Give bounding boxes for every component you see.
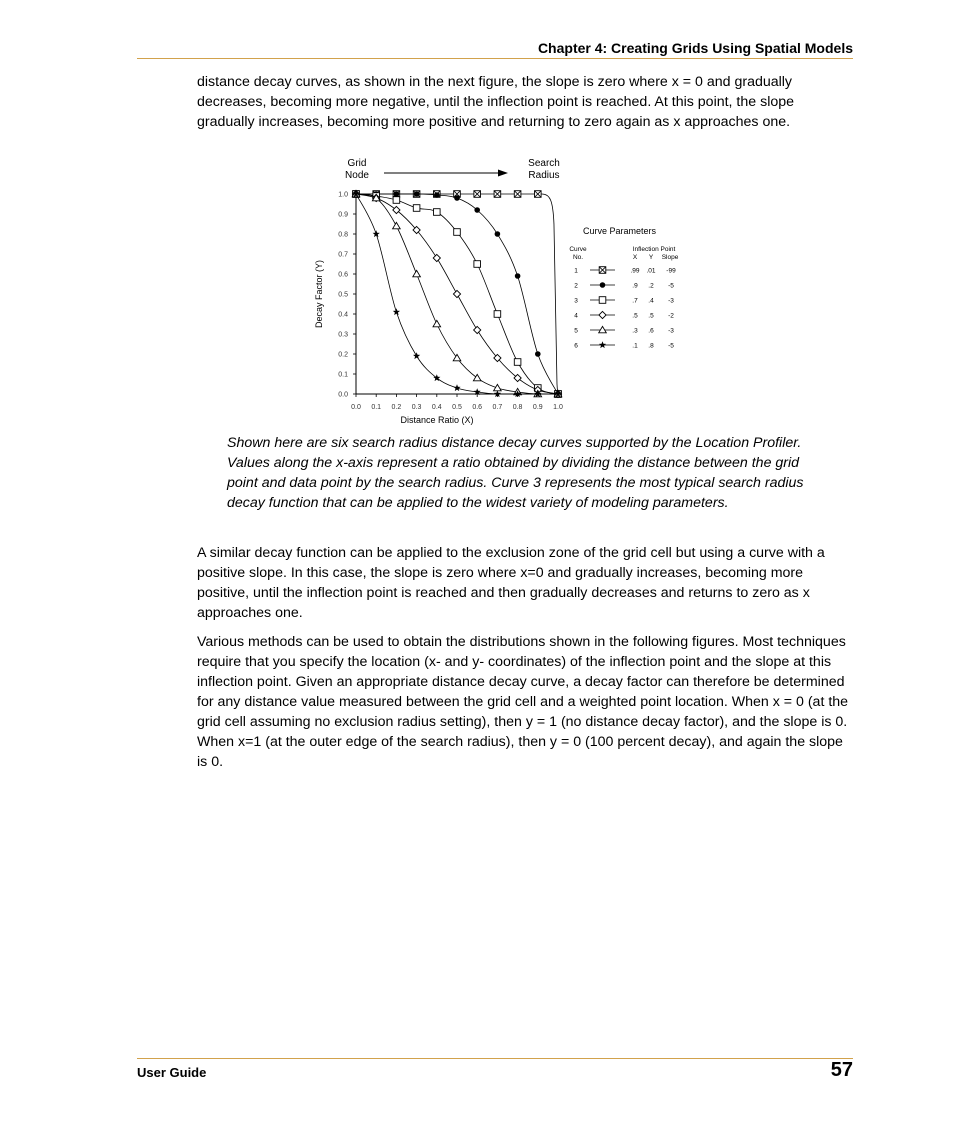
y-tick-label: 0.8: [338, 231, 348, 239]
curve-5-point: [393, 222, 401, 228]
x-tick-label: 0.8: [512, 404, 523, 411]
legend-row-no: 4: [574, 312, 578, 320]
y-tick-label: 0.2: [338, 351, 348, 359]
legend-row-marker: [599, 297, 606, 304]
legend-header-slope: Slope: [661, 254, 679, 261]
curve-5-point: [433, 320, 441, 326]
page-footer: [137, 1058, 853, 1081]
legend-row-no: 6: [574, 342, 578, 350]
x-tick-label: 0.0: [351, 404, 361, 411]
curve-1-point: [514, 191, 521, 198]
legend-row-slope: -5: [668, 342, 674, 350]
x-tick-label: 0.3: [411, 404, 422, 411]
page-header: [137, 38, 853, 59]
curve-3-point: [393, 197, 400, 204]
figure-caption: Shown here are six search radius distance decay curves supported by the Location Profiler. Values along the x-axis represent a ratio obtained by dividing the distance between the grid point and data point by the search radius. Curve 3 represents the most typical search radius decay function that can be applied to the widest variety of modeling parameters.: [227, 435, 804, 511]
chapter-title: Chapter 4: Creating Grids Using Spatial Models: [537, 40, 853, 56]
curve-5-point: [473, 374, 481, 380]
x-tick-label: 0.1: [371, 404, 382, 411]
legend-row-slope: -3: [668, 297, 674, 305]
curve-1-point: [494, 191, 501, 198]
legend-row-x: .5: [632, 312, 638, 320]
curve-3-point: [474, 261, 481, 268]
legend-row-marker: [599, 341, 606, 348]
paragraph-intro: distance decay curves, as shown in the next figure, the slope is zero where x = 0 and gradually decreases, becoming more negative, until the inflection point is reached. At this point, the slope gradually increases, becoming more positive and returning to zero again as x approaches one.: [197, 74, 795, 130]
curve-2-point: [535, 351, 541, 357]
legend-row-slope: -5: [668, 282, 674, 290]
legend-row-marker: [599, 267, 606, 274]
legend-header-y: Y: [648, 254, 654, 261]
curve-5-point: [494, 384, 502, 390]
curve-2-point: [474, 207, 480, 213]
legend-header-curve-2: No.: [572, 254, 584, 261]
curve-2-point: [434, 192, 440, 198]
grid-node-label-2: Node: [345, 170, 369, 181]
y-tick-label: 0.7: [338, 251, 348, 259]
y-tick-label: 0.5: [338, 291, 348, 299]
legend-header-curve-1: Curve: [569, 246, 587, 253]
curve-3-point: [514, 359, 521, 366]
y-tick-label: 0.4: [338, 311, 348, 319]
search-radius-label-2: Radius: [528, 170, 560, 181]
grid-node-label-1: Grid: [347, 158, 367, 169]
curve-3-point: [413, 205, 420, 212]
legend-row-y: .01: [646, 267, 656, 275]
footer-guide-name: User Guide: [137, 1065, 207, 1080]
decay-chart: [310, 150, 690, 430]
x-tick-label: 0.9: [532, 404, 543, 411]
legend-row-y: .4: [648, 297, 654, 305]
legend-row-slope: -99: [666, 267, 676, 275]
legend-row-x: .1: [632, 342, 638, 350]
y-tick-label: 0.1: [338, 371, 348, 379]
legend-header-x: X: [632, 254, 638, 261]
curve-2-point: [394, 191, 400, 197]
x-tick-label: 0.5: [452, 404, 462, 411]
curve-3-point: [494, 311, 501, 318]
x-axis-label: Distance Ratio (X): [400, 415, 474, 425]
x-tick-label: 0.4: [431, 404, 442, 411]
curve-6-point: [393, 308, 400, 315]
y-axis-label: Decay Factor (Y): [314, 259, 324, 329]
legend-row-marker: [600, 282, 606, 288]
curve-6-point: [373, 230, 380, 237]
legend-header-inflection: Inflection Point: [632, 246, 676, 253]
curve-5-point: [413, 270, 421, 276]
legend-row-x: .7: [632, 297, 638, 305]
legend-row-y: .5: [648, 312, 654, 320]
direction-arrow-head: [498, 170, 508, 177]
search-radius-label-1: Search: [528, 158, 560, 169]
y-tick-label: 0.3: [338, 331, 348, 339]
curve-3-point: [454, 229, 461, 236]
paragraph-exclusion: A similar decay function can be applied to the exclusion zone of the grid cell but using a curve with a positive slope. In this case, the slope is zero where x=0 and gradually increases, becoming more positive, until the inflection point is reached and then gradually decreases and returns to zero as x approaches one.: [197, 545, 825, 621]
curve-1-point: [474, 191, 481, 198]
legend-row-y: .8: [648, 342, 654, 350]
x-tick-label: 0.6: [472, 404, 483, 411]
curve-2-point: [515, 273, 521, 279]
legend-row-marker: [599, 326, 607, 332]
legend-row-no: 3: [574, 297, 578, 305]
legend-row-x: .9: [632, 282, 638, 290]
curve-3-point: [434, 209, 441, 216]
legend-row-marker: [599, 311, 606, 318]
curve-2-point: [495, 231, 501, 237]
curve-4-point: [474, 326, 481, 333]
y-tick-label: 0.9: [338, 211, 348, 219]
decay-curves-figure: [310, 150, 690, 430]
curve-4-point: [453, 290, 460, 297]
legend-row-no: 2: [574, 282, 578, 290]
legend-row-no: 1: [574, 267, 578, 275]
curve-5-point: [453, 354, 461, 360]
legend-row-no: 5: [574, 327, 578, 335]
y-tick-label: 0.6: [338, 271, 348, 279]
page-number: 57: [830, 1059, 853, 1081]
legend-row-slope: -2: [668, 312, 674, 320]
x-tick-label: 1.0: [553, 404, 563, 411]
curve-6-point: [413, 352, 420, 359]
legend-row-slope: -3: [668, 327, 674, 335]
y-tick-label: 1.0: [338, 191, 348, 199]
legend-row-y: .2: [648, 282, 654, 290]
x-tick-label: 0.7: [492, 404, 503, 411]
legend-row-x: .3: [632, 327, 638, 335]
x-tick-label: 0.2: [391, 404, 402, 411]
curve-6-point: [453, 384, 460, 391]
legend-row-x: .99: [630, 267, 640, 275]
curve-2-point: [414, 191, 420, 197]
curve-1-point: [535, 191, 542, 198]
legend-title: Curve Parameters: [583, 226, 657, 236]
curve-2-point: [454, 195, 460, 201]
curve-4-point: [433, 254, 440, 261]
legend-row-y: .6: [648, 327, 654, 335]
y-tick-label: 0.0: [338, 391, 348, 399]
paragraph-methods: Various methods can be used to obtain the distributions shown in the following figures. Most techniques require that you specify the location (x- and y- coordinates) of the inflection point and the slope at this inflection point. Given an appropriate distance decay curve, a decay factor can therefore be determined for any distance value measured between the grid cell and a weighted point location. When x = 0 (at the grid cell assuming no exclusion radius setting), then y = 1 (no distance decay factor), and the slope is 0. When x=1 (at the outer edge of the search radius), then y = 0 (100 percent decay), and again the slope is 0.: [197, 634, 849, 770]
